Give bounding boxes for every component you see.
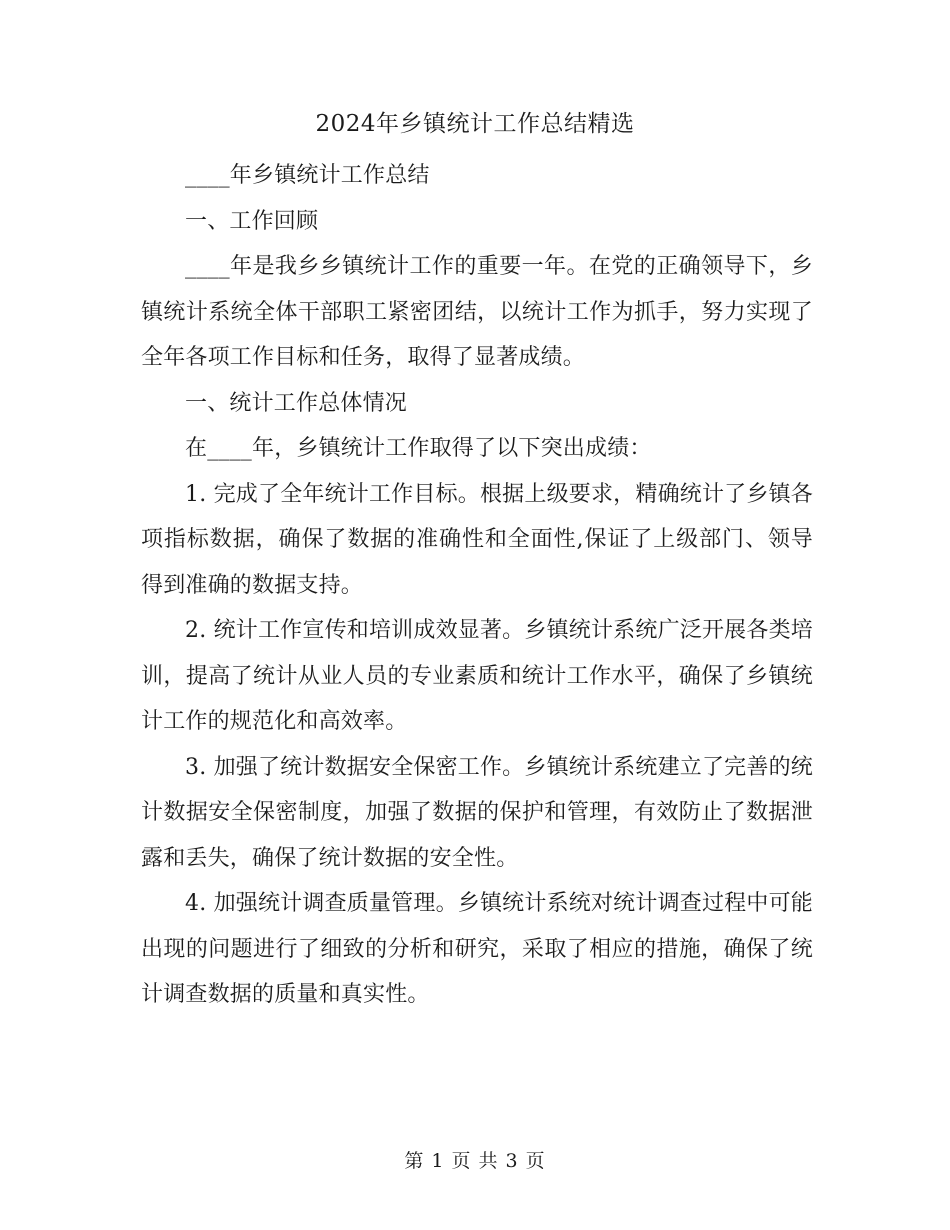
paragraph-section-heading-review: 一、工作回顾: [185, 208, 319, 234]
paragraph-item-4: 4. 加强统计调查质量管理。乡镇统计系统对统计调查过程中可能出现的问题进行了细致的分析和研究，采取了相应的措施，确保了统计调查数据的质量和真实性。: [141, 891, 813, 1007]
document-title: 2024年乡镇统计工作总结精选: [315, 111, 635, 137]
page-footer: 第 1 页 共 3 页: [404, 1150, 546, 1172]
paragraph-item-1: 1. 完成了全年统计工作目标。根据上级要求，精确统计了乡镇各项指标数据，确保了数据的准确性和全面性,保证了上级部门、领导得到准确的数据支持。: [141, 481, 813, 598]
paragraph-section-heading-overview: 一、统计工作总体情况: [185, 390, 408, 416]
paragraph-subtitle: ____年乡镇统计工作总结: [185, 163, 430, 188]
paragraph-item-2: 2. 统计工作宣传和培训成效显著。乡镇统计系统广泛开展各类培训，提高了统计从业人员的专业素质和统计工作水平，确保了乡镇统计工作的规范化和高效率。: [141, 618, 813, 734]
paragraph-item-3: 3. 加强了统计数据安全保密工作。乡镇统计系统建立了完善的统计数据安全保密制度，加强了数据的保护和管理，有效防止了数据泄露和丢失，确保了统计数据的安全性。: [141, 754, 813, 871]
document-body: [141, 153, 813, 1018]
paragraph-achievements-lead: 在____年，乡镇统计工作取得了以下突出成绩：: [185, 436, 652, 461]
paragraph-intro: ____年是我乡乡镇统计工作的重要一年。在党的正确领导下，乡镇统计系统全体干部职工紧密团结，以统计工作为抓手，努力实现了全年各项工作目标和任务，取得了显著成绩。: [141, 254, 813, 370]
